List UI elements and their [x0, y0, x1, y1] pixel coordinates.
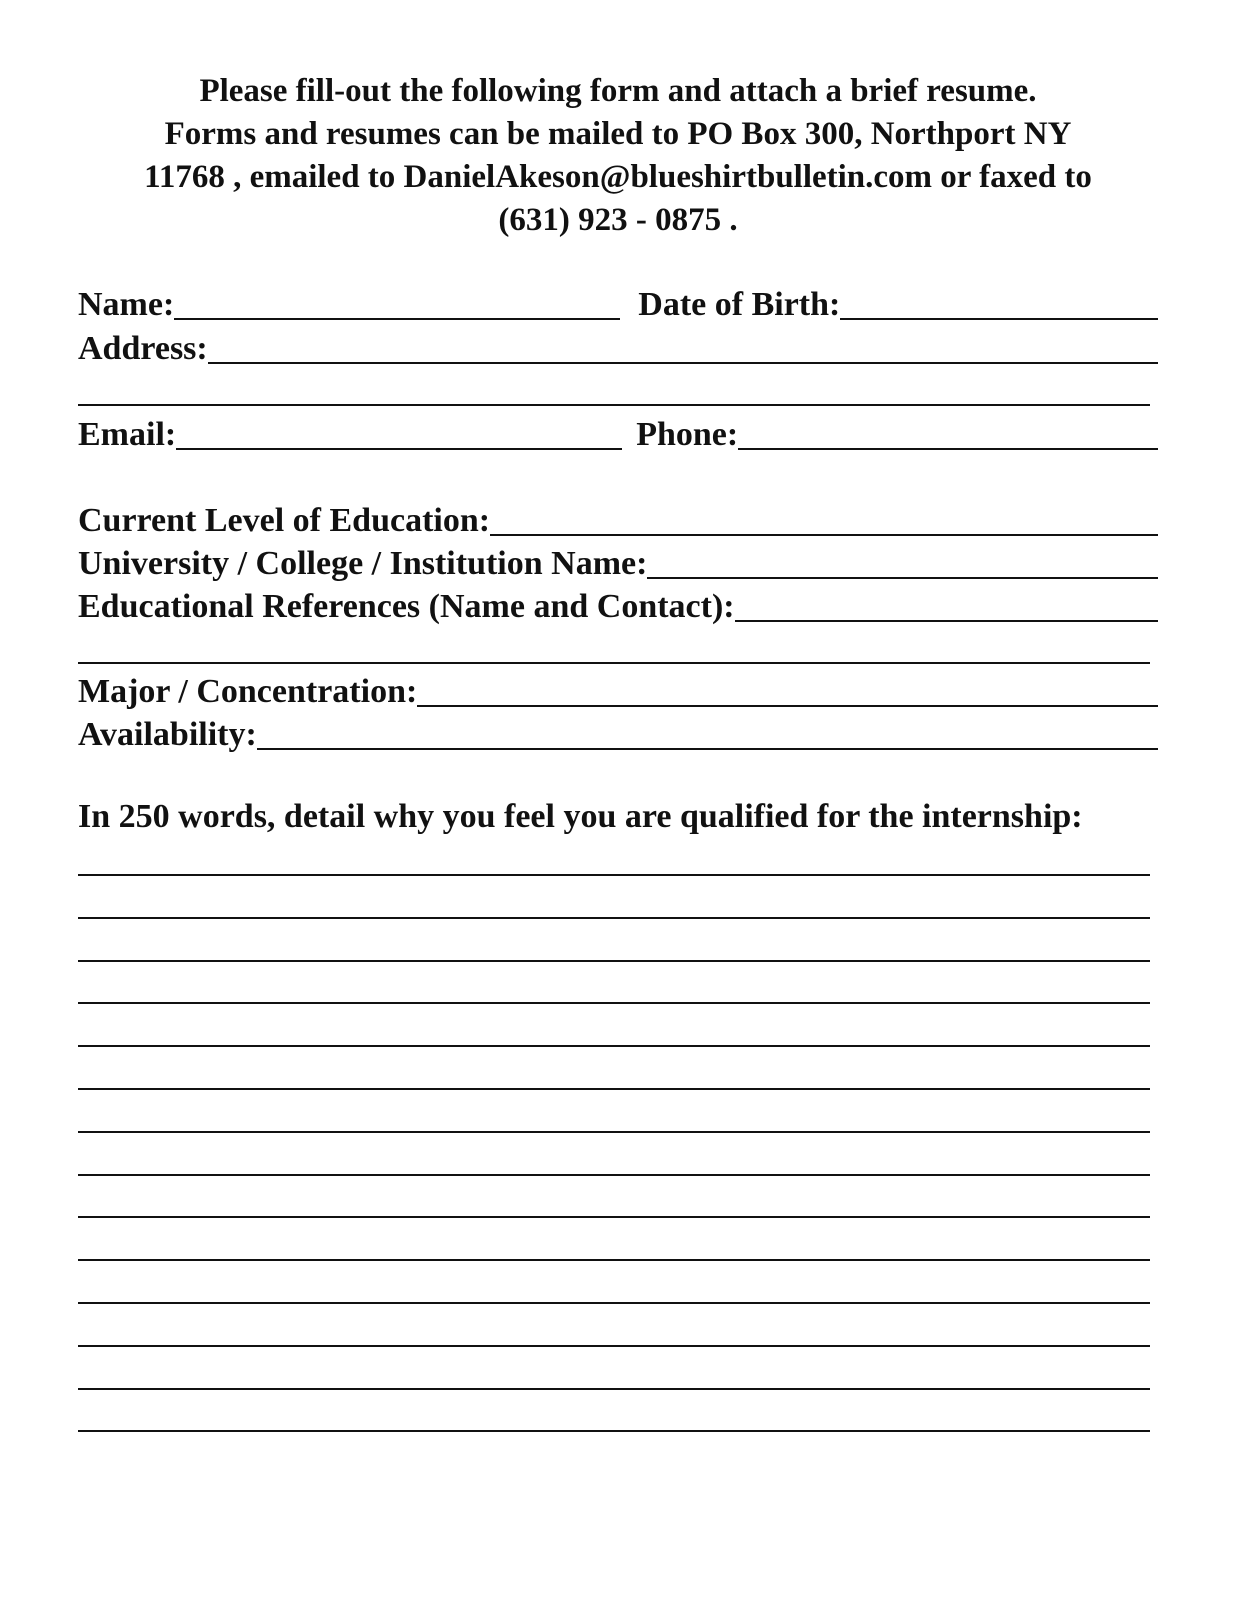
essay-answer-line[interactable]: [78, 1388, 1150, 1390]
availability-row: [78, 710, 1158, 754]
availability-label: Availability:: [78, 716, 257, 753]
education-level-label: Current Level of Education:: [78, 502, 491, 539]
essay-answer-line[interactable]: [78, 1302, 1150, 1304]
availability-field[interactable]: [257, 718, 1158, 750]
dob-field[interactable]: [840, 288, 1158, 320]
instruction-line: Please fill-out the following form and attach a brief resume.: [199, 73, 1037, 109]
name-field[interactable]: [174, 288, 620, 320]
education-level-field[interactable]: [490, 504, 1158, 536]
instruction-line: (631) 923 - 0875 .: [498, 202, 738, 238]
name-dob-row: [78, 280, 1158, 324]
essay-prompt: In 250 words, detail why you feel you are qualified for the internship:: [78, 798, 1083, 835]
essay-answer-line[interactable]: [78, 1345, 1150, 1347]
essay-answer-line[interactable]: [78, 1002, 1150, 1004]
institution-field[interactable]: [647, 547, 1158, 579]
essay-answer-line[interactable]: [78, 1174, 1150, 1176]
essay-answer-line[interactable]: [78, 1216, 1150, 1218]
email-field[interactable]: [176, 418, 622, 450]
major-row: [78, 667, 1158, 711]
essay-answer-line[interactable]: [78, 1131, 1150, 1133]
form-instructions: [60, 70, 1176, 242]
institution-row: [78, 539, 1158, 583]
address-row: [78, 324, 1158, 368]
references-label: Educational References (Name and Contact):: [78, 588, 735, 625]
name-label: Name:: [78, 286, 175, 323]
phone-field[interactable]: [738, 418, 1158, 450]
address-field-line-2[interactable]: [78, 404, 1150, 406]
phone-label: Phone:: [636, 416, 739, 453]
instruction-line: Forms and resumes can be mailed to PO Box 300, Northport NY: [164, 116, 1072, 152]
email-label: Email:: [78, 416, 177, 453]
institution-label: University / College / Institution Name:: [78, 545, 648, 582]
essay-answer-line[interactable]: [78, 1430, 1150, 1432]
essay-answer-line[interactable]: [78, 1259, 1150, 1261]
address-field[interactable]: [208, 332, 1158, 364]
essay-answer-line[interactable]: [78, 1045, 1150, 1047]
education-level-row: [78, 496, 1158, 540]
essay-answer-line[interactable]: [78, 917, 1150, 919]
major-field[interactable]: [417, 675, 1158, 707]
references-field-line-2[interactable]: [78, 662, 1150, 664]
instruction-line: 11768 , emailed to DanielAkeson@blueshirtbulletin.com or faxed to: [144, 159, 1092, 195]
references-row: [78, 582, 1158, 626]
references-field[interactable]: [735, 590, 1158, 622]
essay-answer-line[interactable]: [78, 960, 1150, 962]
address-label: Address:: [78, 330, 208, 367]
essay-answer-line[interactable]: [78, 874, 1150, 876]
dob-label: Date of Birth:: [638, 286, 841, 323]
email-phone-row: [78, 410, 1158, 454]
major-label: Major / Concentration:: [78, 673, 418, 710]
essay-answer-line[interactable]: [78, 1088, 1150, 1090]
